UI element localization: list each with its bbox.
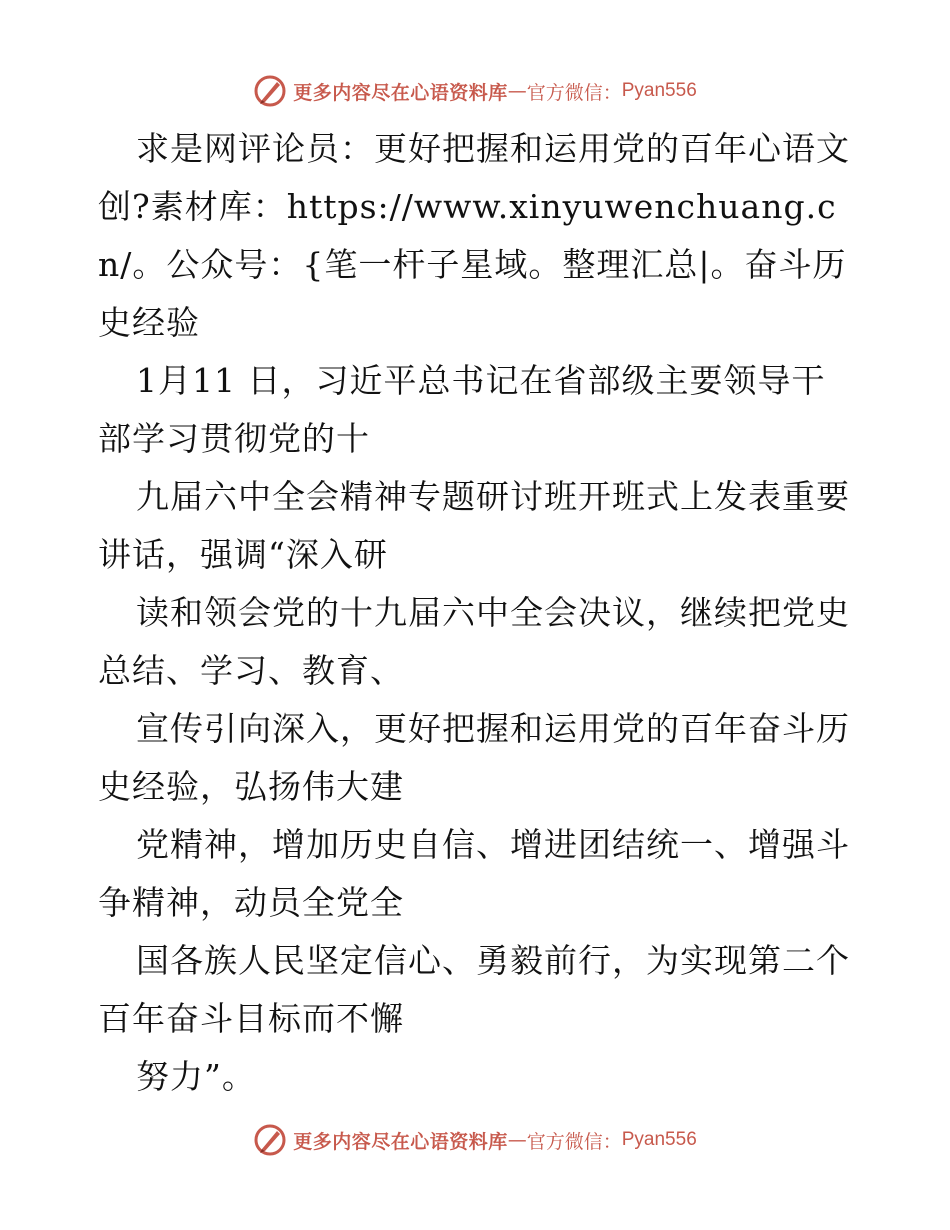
banner-contact-id: Pyan556 bbox=[621, 1129, 697, 1150]
banner-contact-label: 官方微信： bbox=[526, 81, 622, 104]
header-banner bbox=[0, 71, 950, 111]
footer-banner bbox=[0, 1120, 950, 1160]
paragraph-title-intro: 求是网评论员：更好把握和运用党的百年心语文创?素材库：https://www.xinyuwenchuang.cn/。公众号：{笔一杆子星域。整理汇总|。奋斗历史经验 bbox=[98, 129, 850, 342]
paragraph-line: 1月11 日，习近平总书记在省部级主要领导干部学习贯彻党的十 bbox=[98, 361, 826, 458]
paragraph-line: 宣传引向深入，更好把握和运用党的百年奋斗历史经验，弘扬伟大建 bbox=[98, 709, 850, 806]
banner-brand-text: 更多内容尽在心语资料库 bbox=[293, 1130, 508, 1153]
paragraph-line: 努力”。 bbox=[136, 1057, 256, 1096]
banner-contact-label: 官方微信： bbox=[526, 1130, 622, 1153]
banner-separator: — bbox=[507, 1129, 527, 1151]
banner-contact-id: Pyan556 bbox=[621, 80, 697, 101]
paragraph-line: 党精神，增加历史自信、增进团结统一、增强斗争精神，动员全党全 bbox=[98, 825, 850, 922]
paragraph-line: 读和领会党的十九届六中全会决议，继续把党史总结、学习、教育、 bbox=[98, 593, 850, 690]
paragraph-line: 国各族人民坚定信心、勇毅前行，为实现第二个百年奋斗目标而不懈 bbox=[98, 941, 850, 1038]
paragraph-line: 九届六中全会精神专题研讨班开班式上发表重要讲话，强调“深入研 bbox=[98, 477, 850, 574]
pen-quill-icon bbox=[253, 1123, 287, 1157]
document-body bbox=[98, 120, 858, 1106]
pen-quill-icon bbox=[253, 74, 287, 108]
banner-separator: — bbox=[507, 80, 527, 102]
banner-brand-text: 更多内容尽在心语资料库 bbox=[293, 81, 508, 104]
